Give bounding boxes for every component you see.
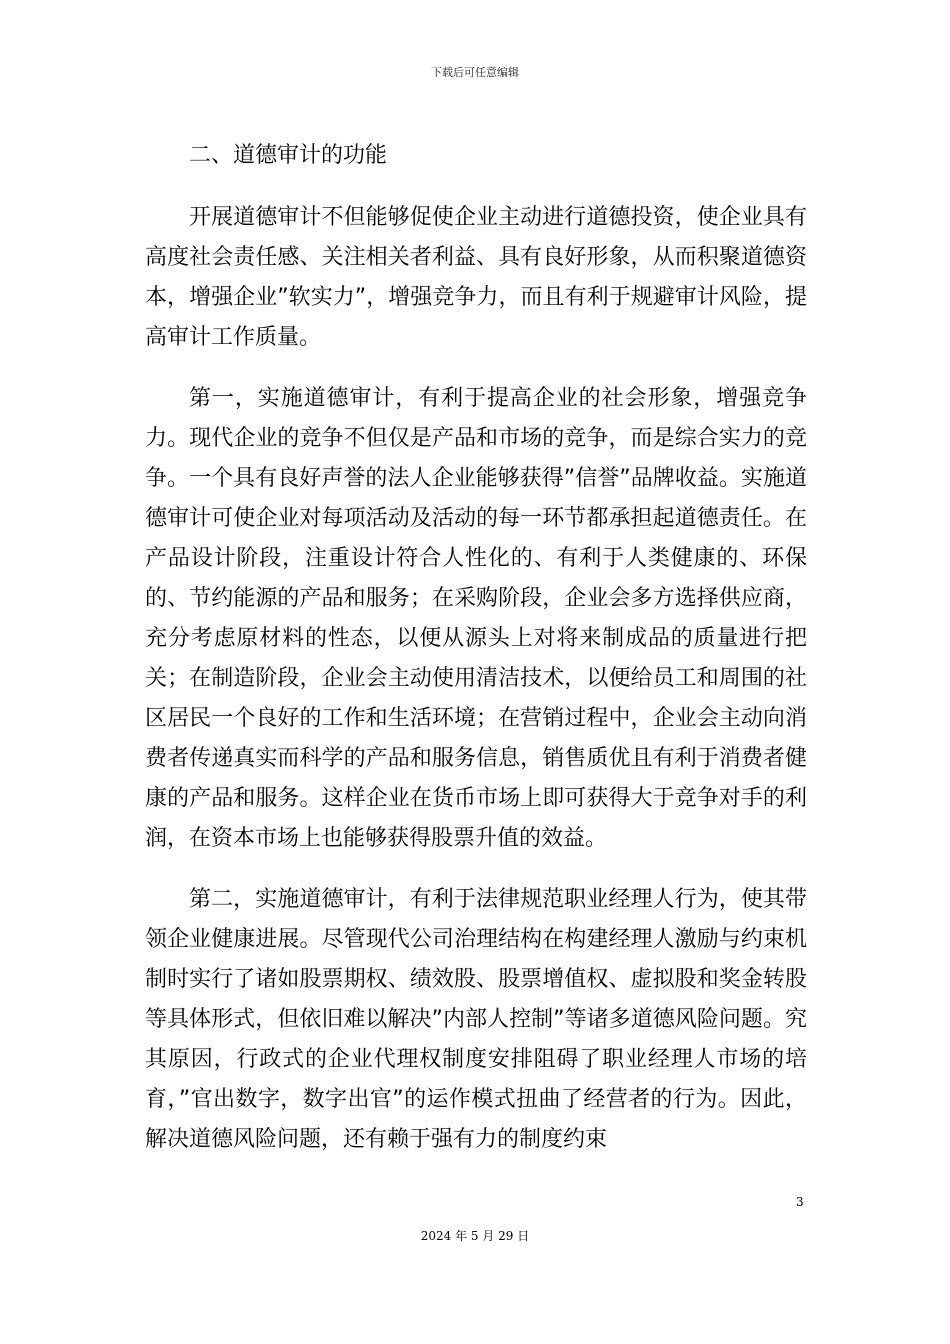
- document-body: [145, 136, 807, 1160]
- paragraph-intro: 开展道德审计不但能够促使企业主动进行道德投资，使企业具有高度社会责任感、关注相关者利益、具有良好形象，从而积聚道德资本，增强企业”软实力”，增强竞争力，而且有利于规避审计风险，提高审计工作质量。: [145, 205, 807, 350]
- page-number: 3: [796, 1195, 804, 1209]
- paragraph-first-point: 第一，实施道德审计，有利于提高企业的社会形象，增强竞争力。现代企业的竞争不但仅是产品和市场的竞争，而是综合实力的竞争。一个具有良好声誉的法人企业能够获得”信誉”品牌收益。实施道德审计可使企业对每项活动及活动的每一环节都承担起道德责任。在产品设计阶段，注重设计符合人性化的、有利于人类健康的、环保的、节约能源的产品和服务；在采购阶段，企业会多方选择供应商，充分考虑原材料的性态，以便从源头上对将来制成品的质量进行把关；在制造阶段，企业会主动使用清洁技术，以便给员工和周围的社区居民一个良好的工作和生活环境；在营销过程中，企业会主动向消费者传递真实而科学的产品和服务信息，销售质优且有利于消费者健康的产品和服务。这样企业在货币市场上即可获得大于竞争对手的利润，在资本市场上也能够获得股票升值的效益。: [145, 386, 807, 851]
- section-heading: 二、道德审计的功能: [189, 143, 388, 168]
- page-footer-date: 2024 年 5 月 29 日: [420, 1229, 530, 1243]
- page-header: 下载后可任意编辑: [431, 66, 519, 79]
- paragraph-second-point: 第二，实施道德审计，有利于法律规范职业经理人行为，使其带领企业健康进展。尽管现代公司治理结构在构建经理人激励与约束机制时实行了诸如股票期权、绩效股、股票增值权、虚拟股和奖金转股等具体形式，但依旧难以解决”内部人控制”等诸多道德风险问题。究其原因，行政式的企业代理权制度安排阻碍了职业经理人市场的培育，”官出数字，数字出官”的运作模式扭曲了经营者的行为。因此，解决道德风险问题，还有赖于强有力的制度约束: [145, 887, 807, 1152]
